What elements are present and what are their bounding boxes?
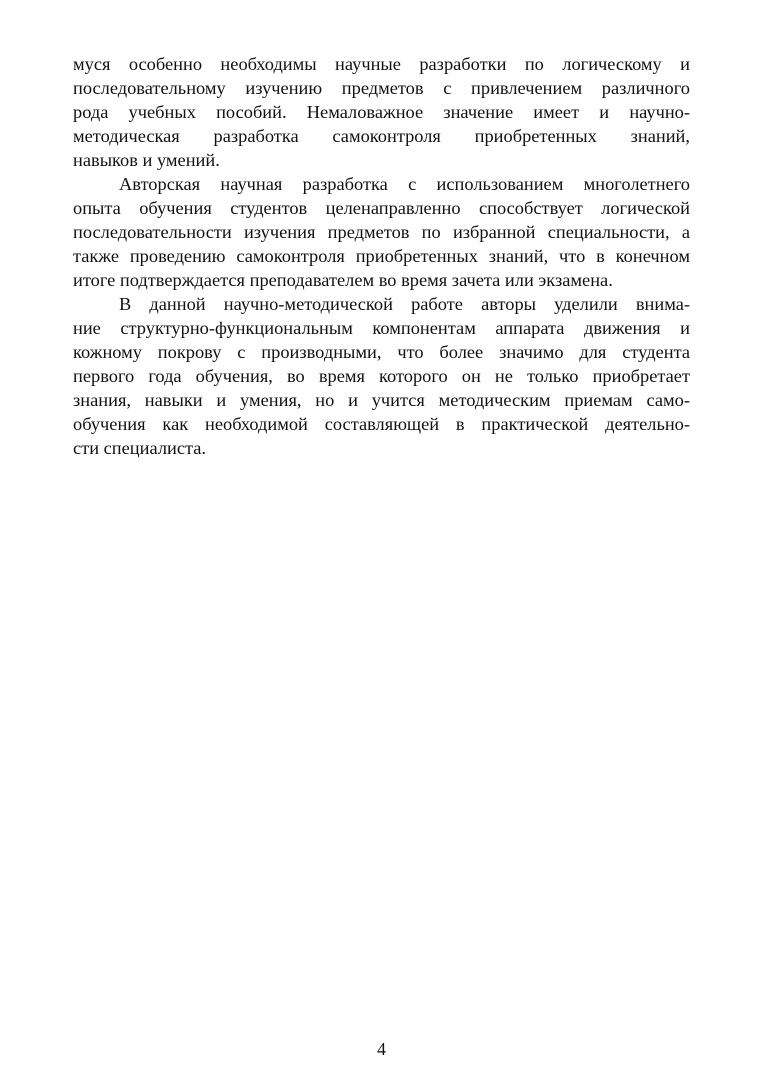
body-text (73, 52, 690, 460)
text-line: ние структурно-функциональным компонентам аппарата движения и (73, 318, 690, 338)
text-line: обучения как необходимой составляющей в практической деятельно- (73, 414, 690, 434)
text-line: последовательности изучения предметов по избранной специальности, а (73, 222, 690, 242)
text-line: муся особенно необходимы научные разработки по логическому и (73, 54, 690, 74)
text-line: также проведению самоконтроля приобретенных знаний, что в конечном (73, 246, 690, 266)
text-line: рода учебных пособий. Немаловажное значение имеет и научно- (73, 102, 690, 122)
text-line: знания, навыки и умения, но и учится методическим приемам само- (73, 390, 690, 410)
text-line: Авторская научная разработка с использованием многолетнего (119, 174, 690, 194)
text-line: опыта обучения студентов целенаправленно способствует логической (73, 198, 690, 218)
text-line: навыков и умений. (73, 150, 220, 170)
page-number: 4 (377, 1039, 386, 1059)
text-line: первого года обучения, во время которого он не только приобретает (73, 366, 690, 386)
text-line: кожному покрову с производными, что более значимо для студента (73, 342, 690, 362)
text-line: сти специалиста. (73, 438, 207, 458)
text-line: В данной научно-методической работе авторы уделили внима- (119, 294, 690, 314)
text-line: последовательному изучению предметов с привлечением различного (73, 78, 690, 98)
text-line: методическая разработка самоконтроля приобретенных знаний, (73, 126, 690, 146)
text-line: итоге подтверждается преподавателем во время зачета или экзамена. (73, 270, 613, 290)
